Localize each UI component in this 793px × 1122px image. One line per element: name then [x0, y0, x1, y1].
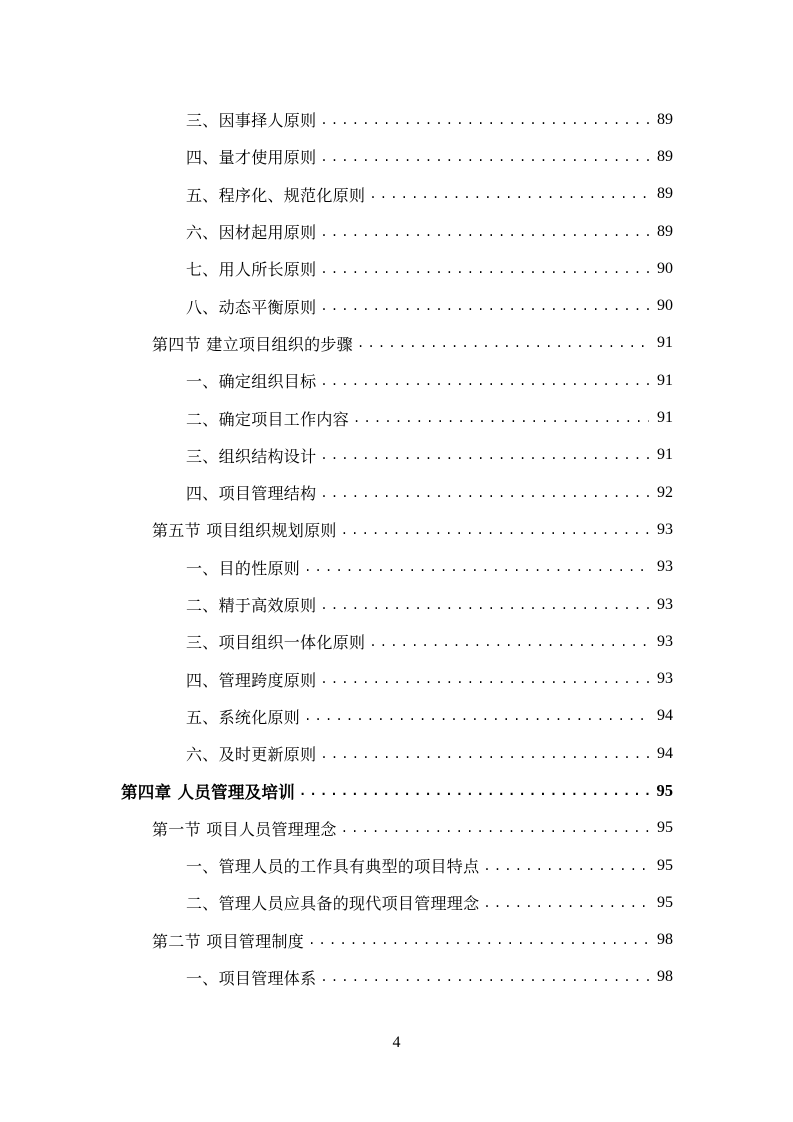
toc-entry-title: 二、精于高效原则 [186, 596, 317, 615]
toc-entry-page: 93 [657, 632, 673, 650]
toc-entry-title: 一、项目管理体系 [186, 968, 317, 988]
toc-dot-leader [320, 259, 649, 279]
toc-entry-page: 95 [656, 780, 673, 800]
toc-entry-page: 95 [657, 893, 673, 911]
toc-entry-title: 一、确定组织目标 [186, 372, 317, 392]
toc-entry-title: 第五节 项目组织规划原则 [152, 521, 337, 541]
toc-entry-page: 93 [657, 595, 673, 613]
toc-entry-title: 一、目的性原则 [186, 558, 301, 578]
toc-item-entry[interactable] [0, 959, 793, 996]
toc-chapter-entry[interactable] [0, 772, 793, 809]
toc-item-entry[interactable] [0, 474, 793, 511]
toc-entry-title: 三、因事择人原则 [186, 111, 317, 131]
toc-entry-title: 二、管理人员应具备的现代项目管理理念 [186, 894, 480, 914]
toc-dot-leader [369, 632, 649, 652]
toc-dot-leader [320, 296, 649, 316]
toc-item-entry[interactable] [0, 287, 793, 324]
toc-dot-leader [304, 706, 649, 726]
toc-dot-leader [320, 445, 649, 465]
toc-item-entry[interactable] [0, 660, 793, 697]
toc-item-entry[interactable] [0, 213, 793, 250]
toc-entry-page: 91 [657, 371, 673, 389]
toc-section-entry[interactable] [0, 325, 793, 362]
toc-dot-leader [299, 781, 649, 801]
toc-entry-page: 91 [657, 409, 673, 427]
toc-section-entry[interactable] [0, 810, 793, 847]
toc-item-entry[interactable] [0, 437, 793, 474]
toc-entry-title: 六、及时更新原则 [186, 745, 317, 765]
toc-entry-page: 89 [657, 222, 673, 240]
toc-entry-title: 三、项目组织一体化原则 [186, 633, 366, 653]
toc-entry-page: 91 [657, 334, 673, 352]
toc-entry-page: 93 [657, 520, 673, 538]
toc-item-entry[interactable] [0, 362, 793, 399]
toc-dot-leader [483, 856, 649, 876]
toc-dot-leader [369, 184, 649, 204]
toc-entry-page: 90 [657, 297, 673, 315]
page-number: 4 [392, 1034, 401, 1051]
toc-entry-page: 91 [657, 446, 673, 464]
toc-item-entry[interactable] [0, 623, 793, 660]
toc-entry-title: 第一节 项目人员管理理念 [152, 819, 337, 839]
table-of-contents [0, 101, 793, 996]
toc-entry-title: 二、确定项目工作内容 [186, 409, 350, 429]
toc-item-entry[interactable] [0, 884, 793, 921]
toc-item-entry[interactable] [0, 586, 793, 623]
toc-entry-page: 89 [657, 185, 673, 203]
toc-item-entry[interactable] [0, 698, 793, 735]
toc-dot-leader [320, 483, 649, 503]
toc-entry-page: 93 [657, 558, 673, 576]
toc-item-entry[interactable] [0, 101, 793, 138]
toc-section-entry[interactable] [0, 511, 793, 548]
toc-entry-page: 94 [657, 707, 673, 725]
toc-entry-page: 89 [657, 147, 673, 165]
toc-dot-leader [320, 222, 649, 242]
toc-dot-leader [353, 408, 649, 428]
toc-item-entry[interactable] [0, 250, 793, 287]
toc-dot-leader [320, 595, 649, 615]
toc-dot-leader [357, 333, 649, 353]
toc-entry-title: 五、程序化、规范化原则 [186, 185, 366, 205]
toc-entry-title: 六、因材起用原则 [186, 223, 317, 243]
toc-entry-page: 93 [657, 670, 673, 688]
toc-item-entry[interactable] [0, 735, 793, 772]
toc-entry-title: 第二节 项目管理制度 [152, 931, 305, 951]
toc-entry-page: 90 [657, 259, 673, 277]
toc-entry-page: 95 [657, 819, 673, 837]
toc-item-entry[interactable] [0, 847, 793, 884]
toc-item-entry[interactable] [0, 549, 793, 586]
toc-entry-title: 四、项目管理结构 [186, 484, 317, 504]
toc-dot-leader [483, 893, 649, 913]
toc-entry-title: 四、管理跨度原则 [186, 670, 317, 690]
toc-entry-title: 八、动态平衡原则 [186, 297, 317, 317]
toc-section-entry[interactable] [0, 922, 793, 959]
toc-entry-title: 一、管理人员的工作具有典型的项目特点 [186, 857, 480, 877]
toc-entry-title: 第四节 建立项目组织的步骤 [152, 334, 353, 354]
toc-entry-title: 四、量才使用原则 [186, 148, 317, 168]
toc-dot-leader [320, 110, 649, 130]
toc-entry-page: 98 [657, 968, 673, 986]
toc-entry-page: 94 [657, 744, 673, 762]
toc-dot-leader [341, 818, 649, 838]
toc-entry-title: 三、组织结构设计 [186, 446, 317, 466]
toc-item-entry[interactable] [0, 176, 793, 213]
toc-entry-title: 七、用人所长原则 [186, 260, 317, 280]
toc-item-entry[interactable] [0, 399, 793, 436]
toc-entry-page: 92 [657, 483, 673, 501]
toc-entry-page: 95 [657, 856, 673, 874]
toc-entry-title: 第四章 人员管理及培训 [121, 782, 296, 802]
toc-dot-leader [320, 744, 649, 764]
toc-dot-leader [341, 520, 649, 540]
toc-dot-leader [304, 557, 649, 577]
toc-dot-leader [320, 967, 649, 987]
toc-entry-title: 五、系统化原则 [186, 707, 301, 727]
toc-entry-page: 89 [657, 110, 673, 128]
toc-entry-page: 98 [657, 931, 673, 949]
toc-dot-leader [308, 930, 649, 950]
toc-item-entry[interactable] [0, 138, 793, 175]
toc-dot-leader [320, 371, 649, 391]
toc-dot-leader [320, 669, 649, 689]
toc-dot-leader [320, 147, 649, 167]
